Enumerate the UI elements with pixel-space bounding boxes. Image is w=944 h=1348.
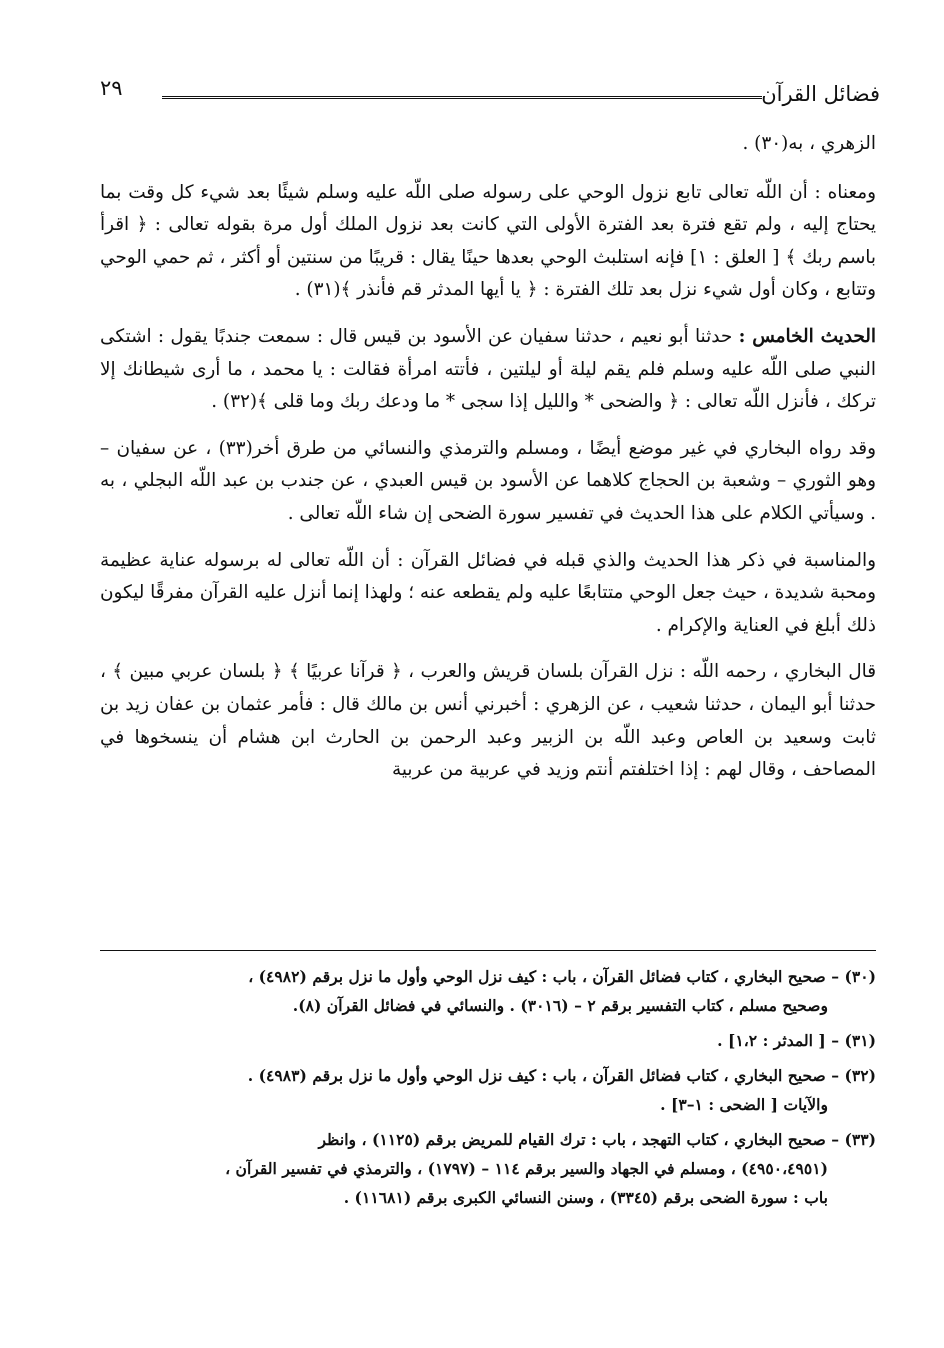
main-text xyxy=(100,128,876,801)
footnote-33-line-1: (٣٣) – صحيح البخاري ، كتاب التهجد ، باب : ترك القيام للمريض برقم (١١٢٥) ، وانظر xyxy=(318,1130,876,1149)
footnote-divider xyxy=(100,950,876,951)
hadith-heading: الحديث الخامس : xyxy=(738,325,876,347)
footnote-30-line-2: وصحيح مسلم ، كتاب التفسير برقم ٢ – (٣٠١٦) . والنسائي في فضائل القرآن (٨). xyxy=(292,996,828,1015)
footnote-31 xyxy=(100,1026,876,1055)
running-title: فضائل القرآن xyxy=(761,82,880,106)
paragraph-5: قال البخاري ، رحمه اللّه : نزل القرآن بلسان قريش والعرب ، ﴿ قرآنا عربيًا ﴾ ﴿ بلسان عربي مبين ﴾ ، حدثنا أبو اليمان ، حدثنا شعيب ، عن الزهري : أخبرني أنس بن مالك قال : فأمر عثمان بن عفان زيد بن ثابت وسعيد بن العاص وعبد اللّه بن الزبير وعبد الرحمن بن الحارث ابن هشام أن ينسخوها في المصاحف ، وقال لهم : إذا اختلفتم أنتم وزيد في عربية من عربية xyxy=(100,661,876,781)
footnote-32-line-1: (٣٢) – صحيح البخاري ، كتاب فضائل القرآن ، باب : كيف نزل الوحي وأول ما نزل برقم (٤٩٨٣) . xyxy=(247,1066,876,1085)
header-rule xyxy=(162,96,762,99)
paragraph-4: والمناسبة في ذكر هذا الحديث والذي قبله في فضائل القرآن : أن اللّه تعالى له برسوله عناية عظيمة ومحبة شديدة ، حيث جعل الوحي متتابعًا عليه ولم يقطعه عنه ؛ ولهذا إنما أنزل عليه القرآن مفرقًا ليكون ذلك أبلغ في العناية والإكرام . xyxy=(100,549,876,636)
footnote-30-line-1: (٣٠) – صحيح البخاري ، كتاب فضائل القرآن ، باب : كيف نزل الوحي وأول ما نزل برقم (٤٩٨٢) ، xyxy=(248,967,876,986)
footnote-32-line-2: والآيات [ الضحى : ١–٣] . xyxy=(660,1095,828,1114)
footnote-33-line-3: باب : سورة الضحى برقم (٣٣٤٥) ، وسنن النسائي الكبرى برقم (١١٦٨١) . xyxy=(343,1188,828,1207)
running-header xyxy=(100,72,880,112)
paragraph-3: وقد رواه البخاري في غير موضع أيضًا ، ومسلم والترمذي والنسائي من طرق أخر(٣٣) ، عن سفيان – وهو الثوري – وشعبة بن الحجاج كلاهما عن الأسود بن قيس العبدي ، عن جندب بن عبد اللّه البجلي ، به . وسيأتي الكلام على هذا الحديث في تفسير سورة الضحى إن شاء اللّه تعالى . xyxy=(100,437,876,524)
footnote-30 xyxy=(100,962,876,1020)
page-number: ٢٩ xyxy=(100,76,123,100)
paragraph-2 xyxy=(100,321,876,419)
footnote-33-line-2: (٤٩٥٠،٤٩٥١) ، ومسلم في الجهاد والسير برقم ١١٤ – (١٧٩٧) ، والترمذي في تفسير القرآن ، xyxy=(225,1159,828,1178)
paragraph-1: ومعناه : أن اللّه تعالى تابع نزول الوحي على رسوله صلى اللّه عليه وسلم شيئًا بعد شيء كل وقت بما يحتاج إليه ، ولم تقع فترة بعد الفترة الأولى التي كانت بعد نزول الملك أول مرة بقوله تعالى : ﴿ اقرأ باسم ربك ﴾ [ العلق : ١] فإنه استلبث الوحي بعدها حينًا يقال : قريبًا من سنتين أو أكثر ، ثم حمي الوحي وتتابع ، وكان أول شيء نزل بعد تلك الفترة : ﴿ يا أيها المدثر قم فأنذر ﴾(٣١) . xyxy=(100,181,877,301)
footnotes xyxy=(100,962,876,1218)
paragraph-2-text: حدثنا أبو نعيم ، حدثنا سفيان عن الأسود بن قيس قال : سمعت جندبًا يقول : اشتكى النبي صلى اللّه عليه وسلم فلم يقم ليلة أو ليلتين ، فأتته امرأة فقالت : يا محمد ، ما أرى شيطانك إلا تركك ، فأنزل اللّه تعالى : ﴿ والضحى * والليل إذا سجى * ما ودعك ربك وما قلى ﴾(٣٢) . xyxy=(100,325,876,413)
footnote-32 xyxy=(100,1061,876,1119)
footnote-31-line-1: (٣١) – [ المدثر : ١،٢] . xyxy=(717,1031,876,1050)
paragraph-0: الزهري ، به(٣٠) . xyxy=(742,133,876,154)
footnote-33 xyxy=(100,1125,876,1212)
